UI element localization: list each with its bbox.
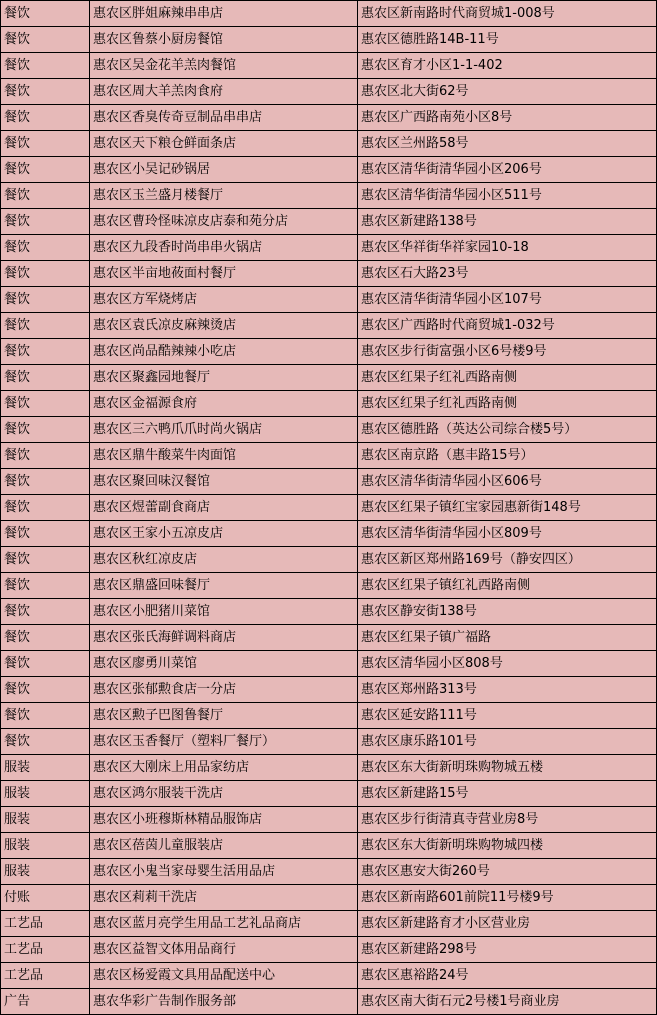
table-row [1, 911, 657, 937]
category-cell: 餐饮 [1, 365, 90, 391]
category-cell: 餐饮 [1, 131, 90, 157]
address-cell: 惠农区红果子镇广福路 [358, 625, 657, 651]
business-name-cell: 惠农区曹玲怪味凉皮店泰和苑分店 [90, 209, 358, 235]
category-cell: 餐饮 [1, 729, 90, 755]
table-row [1, 235, 657, 261]
address-cell: 惠农区北大街62号 [358, 79, 657, 105]
business-name-cell: 惠农区鲁蔡小厨房餐馆 [90, 27, 358, 53]
business-name-cell: 惠农华彩广告制作服务部 [90, 989, 358, 1015]
category-cell: 餐饮 [1, 339, 90, 365]
business-name-cell: 惠农区三六鸭爪爪时尚火锅店 [90, 417, 358, 443]
business-name-cell: 惠农区鼎盛回味餐厅 [90, 573, 358, 599]
category-cell: 餐饮 [1, 79, 90, 105]
address-cell: 惠农区新南路时代商贸城1-008号 [358, 1, 657, 27]
address-cell: 惠农区兰州路58号 [358, 131, 657, 157]
address-cell: 惠农区清华街清华园小区511号 [358, 183, 657, 209]
address-cell: 惠农区红果子红礼西路南侧 [358, 391, 657, 417]
table-row [1, 495, 657, 521]
business-name-cell: 惠农区香臭传奇豆制品串串店 [90, 105, 358, 131]
category-cell: 餐饮 [1, 573, 90, 599]
table-row [1, 547, 657, 573]
category-cell: 餐饮 [1, 235, 90, 261]
category-cell: 餐饮 [1, 703, 90, 729]
table-row [1, 859, 657, 885]
address-cell: 惠农区郑州路313号 [358, 677, 657, 703]
business-name-cell: 惠农区张氏海鲜调料商店 [90, 625, 358, 651]
table-row [1, 313, 657, 339]
table-row [1, 157, 657, 183]
business-name-cell: 惠农区小班穆斯林精品服饰店 [90, 807, 358, 833]
table-row [1, 625, 657, 651]
address-cell: 惠农区新建路15号 [358, 781, 657, 807]
business-name-cell: 惠农区秋红凉皮店 [90, 547, 358, 573]
category-cell: 广告 [1, 989, 90, 1015]
table-row [1, 703, 657, 729]
category-cell: 服装 [1, 833, 90, 859]
category-cell: 餐饮 [1, 677, 90, 703]
category-cell: 餐饮 [1, 547, 90, 573]
business-name-cell: 惠农区勲子巴图鲁餐厅 [90, 703, 358, 729]
category-cell: 餐饮 [1, 105, 90, 131]
address-cell: 惠农区惠裕路24号 [358, 963, 657, 989]
business-name-cell: 惠农区方军烧烤店 [90, 287, 358, 313]
business-name-cell: 惠农区周大羊羔肉食府 [90, 79, 358, 105]
address-cell: 惠农区步行街清真寺营业房8号 [358, 807, 657, 833]
address-cell: 惠农区广西路时代商贸城1-032号 [358, 313, 657, 339]
address-cell: 惠农区新建路育才小区营业房 [358, 911, 657, 937]
address-cell: 惠农区康乐路101号 [358, 729, 657, 755]
table-row [1, 651, 657, 677]
category-cell: 餐饮 [1, 625, 90, 651]
category-cell: 餐饮 [1, 443, 90, 469]
address-cell: 惠农区东大街新明珠购物城五楼 [358, 755, 657, 781]
address-cell: 惠农区德胜路14B-11号 [358, 27, 657, 53]
address-cell: 惠农区清华街清华园小区809号 [358, 521, 657, 547]
table-row [1, 443, 657, 469]
business-name-cell: 惠农区玉兰盛月楼餐厅 [90, 183, 358, 209]
table-row [1, 261, 657, 287]
category-cell: 餐饮 [1, 261, 90, 287]
category-cell: 工艺品 [1, 937, 90, 963]
address-cell: 惠农区石大路23号 [358, 261, 657, 287]
table-row [1, 521, 657, 547]
category-cell: 餐饮 [1, 521, 90, 547]
table-row [1, 339, 657, 365]
business-name-cell: 惠农区吴金花羊羔肉餐馆 [90, 53, 358, 79]
table-row [1, 807, 657, 833]
business-name-cell: 惠农区张郁勲食店一分店 [90, 677, 358, 703]
table-row [1, 963, 657, 989]
business-name-cell: 惠农区玉香餐厅（塑料厂餐厅） [90, 729, 358, 755]
category-cell: 工艺品 [1, 911, 90, 937]
table-row [1, 469, 657, 495]
table-row [1, 729, 657, 755]
table-row [1, 885, 657, 911]
business-name-cell: 惠农区煜蕾副食商店 [90, 495, 358, 521]
address-cell: 惠农区德胜路（英达公司综合楼5号） [358, 417, 657, 443]
table-row [1, 27, 657, 53]
business-name-cell: 惠农区鸿尔服装干洗店 [90, 781, 358, 807]
business-name-cell: 惠农区袁氏凉皮麻辣烫店 [90, 313, 358, 339]
business-name-cell: 惠农区鼎牛酸菜牛肉面馆 [90, 443, 358, 469]
address-cell: 惠农区新建路138号 [358, 209, 657, 235]
category-cell: 服装 [1, 807, 90, 833]
business-name-cell: 惠农区小鬼当家母婴生活用品店 [90, 859, 358, 885]
address-cell: 惠农区红果子镇红宝家园惠新街148号 [358, 495, 657, 521]
category-cell: 餐饮 [1, 599, 90, 625]
table-row [1, 573, 657, 599]
business-name-cell: 惠农区天下粮仓鲜面条店 [90, 131, 358, 157]
business-name-cell: 惠农区杨爱霞文具用品配送中心 [90, 963, 358, 989]
business-name-cell: 惠农区小吴记砂锅居 [90, 157, 358, 183]
table-row [1, 937, 657, 963]
address-cell: 惠农区育才小区1-1-402 [358, 53, 657, 79]
table-row [1, 833, 657, 859]
address-cell: 惠农区红果子红礼西路南侧 [358, 365, 657, 391]
category-cell: 工艺品 [1, 963, 90, 989]
business-name-cell: 惠农区聚鑫园地餐厅 [90, 365, 358, 391]
table-row [1, 365, 657, 391]
business-name-cell: 惠农区益智文体用品商行 [90, 937, 358, 963]
category-cell: 餐饮 [1, 27, 90, 53]
category-cell: 餐饮 [1, 1, 90, 27]
address-cell: 惠农区华祥街华祥家园10-18 [358, 235, 657, 261]
address-cell: 惠农区南大街石元2号楼1号商业房 [358, 989, 657, 1015]
business-name-cell: 惠农区小肥猪川菜馆 [90, 599, 358, 625]
business-name-cell: 惠农区蓝月亮学生用品工艺礼品商店 [90, 911, 358, 937]
address-cell: 惠农区新区郑州路169号（静安四区） [358, 547, 657, 573]
business-name-cell: 惠农区廖勇川菜馆 [90, 651, 358, 677]
table-row [1, 755, 657, 781]
table-row [1, 131, 657, 157]
category-cell: 服装 [1, 859, 90, 885]
table-row [1, 1, 657, 27]
address-cell: 惠农区清华园小区808号 [358, 651, 657, 677]
table-row [1, 989, 657, 1015]
address-cell: 惠农区延安路111号 [358, 703, 657, 729]
business-name-cell: 惠农区胖姐麻辣串串店 [90, 1, 358, 27]
table-row [1, 79, 657, 105]
business-name-cell: 惠农区王家小五凉皮店 [90, 521, 358, 547]
business-name-cell: 惠农区蓓茵儿童服装店 [90, 833, 358, 859]
table-row [1, 677, 657, 703]
table-row [1, 209, 657, 235]
table-row [1, 183, 657, 209]
category-cell: 餐饮 [1, 209, 90, 235]
address-cell: 惠农区步行街富强小区6号楼9号 [358, 339, 657, 365]
category-cell: 餐饮 [1, 157, 90, 183]
category-cell: 餐饮 [1, 391, 90, 417]
table-row [1, 781, 657, 807]
category-cell: 餐饮 [1, 313, 90, 339]
business-name-cell: 惠农区莉莉干洗店 [90, 885, 358, 911]
business-name-cell: 惠农区尚品酷辣辣小吃店 [90, 339, 358, 365]
business-name-cell: 惠农区大刚床上用品家纺店 [90, 755, 358, 781]
business-name-cell: 惠农区半亩地莜面村餐厅 [90, 261, 358, 287]
category-cell: 餐饮 [1, 287, 90, 313]
address-cell: 惠农区清华街清华园小区206号 [358, 157, 657, 183]
table-row [1, 53, 657, 79]
table-row [1, 599, 657, 625]
category-cell: 服装 [1, 755, 90, 781]
category-cell: 服装 [1, 781, 90, 807]
table-row [1, 417, 657, 443]
address-cell: 惠农区清华街清华园小区606号 [358, 469, 657, 495]
table-row [1, 105, 657, 131]
table-row [1, 287, 657, 313]
address-cell: 惠农区广西路南苑小区8号 [358, 105, 657, 131]
category-cell: 餐饮 [1, 495, 90, 521]
table-row [1, 391, 657, 417]
business-name-cell: 惠农区聚回味汉餐馆 [90, 469, 358, 495]
category-cell: 餐饮 [1, 469, 90, 495]
category-cell: 餐饮 [1, 183, 90, 209]
address-cell: 惠农区新建路298号 [358, 937, 657, 963]
category-cell: 餐饮 [1, 417, 90, 443]
address-cell: 惠农区东大街新明珠购物城四楼 [358, 833, 657, 859]
category-cell: 付账 [1, 885, 90, 911]
address-cell: 惠农区南京路（惠丰路15号） [358, 443, 657, 469]
category-cell: 餐饮 [1, 53, 90, 79]
address-cell: 惠农区惠安大街260号 [358, 859, 657, 885]
business-name-cell: 惠农区金福源食府 [90, 391, 358, 417]
table-body [1, 1, 657, 1015]
category-cell: 餐饮 [1, 651, 90, 677]
address-cell: 惠农区红果子镇红礼西路南侧 [358, 573, 657, 599]
address-cell: 惠农区清华街清华园小区107号 [358, 287, 657, 313]
business-name-cell: 惠农区九段香时尚串串火锅店 [90, 235, 358, 261]
address-cell: 惠农区静安街138号 [358, 599, 657, 625]
address-cell: 惠农区新南路601前院11号楼9号 [358, 885, 657, 911]
